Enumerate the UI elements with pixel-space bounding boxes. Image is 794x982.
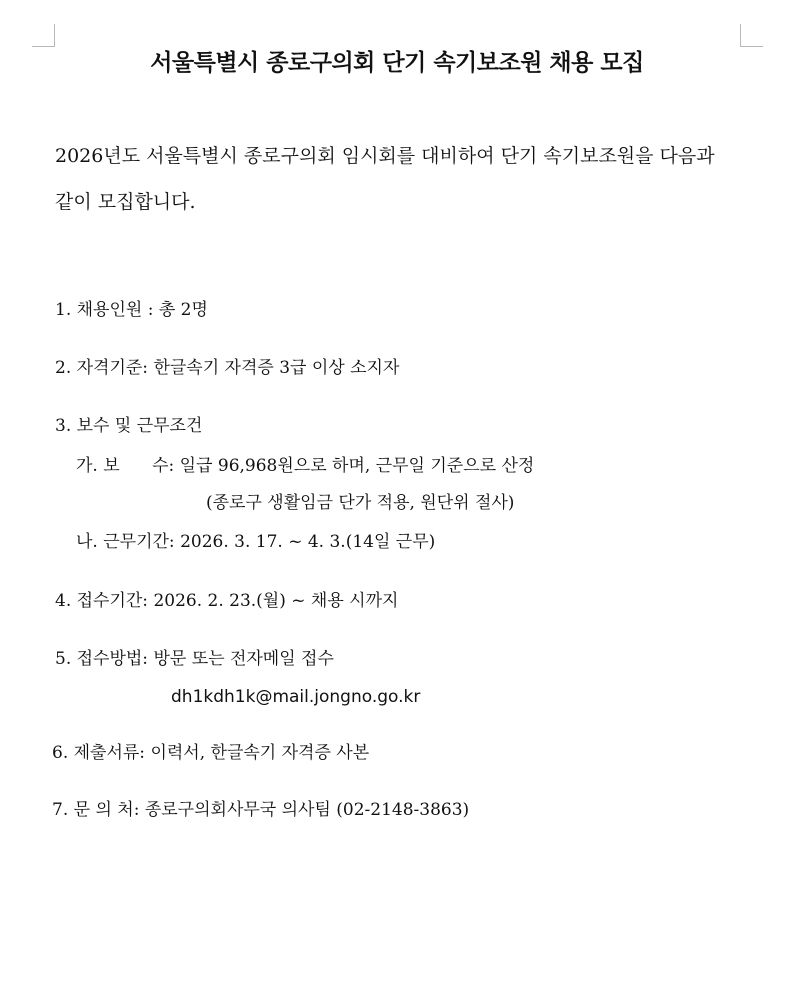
pay-label: 가. 보 수: [76, 456, 175, 476]
item-conditions-heading: 3. 보수 및 근무조건 [55, 416, 203, 436]
item-application-method: 5. 접수방법: 방문 또는 전자메일 접수 [55, 649, 334, 669]
intro-line-1: 2026년도 서울특별시 종로구의회 임시회를 대비하여 단기 속기보조원을 다음과 [55, 145, 715, 167]
item-documents: 6. 제출서류: 이력서, 한글속기 자격증 사본 [52, 743, 370, 763]
intro-paragraph [55, 133, 755, 225]
item-period-row [76, 530, 435, 554]
contact-email: dh1kdh1k@mail.jongno.go.kr [171, 687, 421, 707]
item-recruit-count: 1. 채용인원 : 총 2명 [55, 300, 208, 320]
pay-note: (종로구 생활임금 단가 적용, 원단위 절사) [206, 493, 515, 513]
intro-line-2: 같이 모집합니다. [55, 191, 196, 213]
item-contact: 7. 문 의 처: 종로구의회사무국 의사팀 (02-2148-3863) [52, 800, 470, 820]
pay-value: 일급 96,968원으로 하며, 근무일 기준으로 산정 [179, 456, 535, 476]
page-title: 서울특별시 종로구의회 단기 속기보조원 채용 모집 [150, 50, 644, 76]
period-value: 2026. 3. 17. ~ 4. 3.(14일 근무) [180, 532, 436, 552]
period-label: 나. 근무기간: [76, 532, 175, 552]
item-qualification: 2. 자격기준: 한글속기 자격증 3급 이상 소지자 [55, 358, 400, 378]
item-pay-row [76, 454, 534, 478]
item-application-period: 4. 접수기간: 2026. 2. 23.(월) ~ 채용 시까지 [55, 591, 399, 611]
